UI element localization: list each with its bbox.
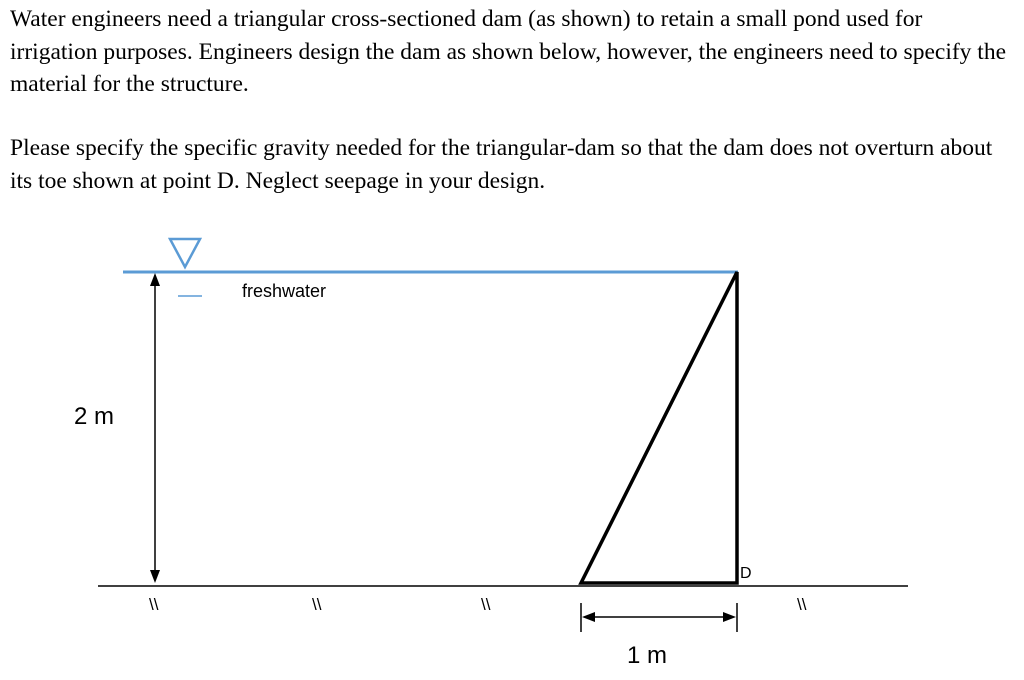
ground-hatch: \\	[481, 595, 491, 614]
base-arrow-right-icon	[723, 612, 736, 622]
height-label: 2 m	[74, 403, 115, 430]
ground-hatch: \\	[149, 595, 159, 614]
height-arrow-bottom-icon	[150, 570, 160, 583]
problem-paragraph-1: Water engineers need a triangular cross-sectioned dam (as shown) to retain a small pond used for irrigation purposes. Engineers design the dam as shown below, however, the engineers need to specify the material for the structure.	[10, 6, 1007, 97]
ground-hatch: \\	[797, 595, 807, 614]
toe-point-label: D	[740, 565, 752, 582]
problem-paragraph-2: Please specify the specific gravity needed for the triangular-dam so that the dam does not overturn about its toe shown at point D. Neglect seepage in your design.	[10, 135, 993, 194]
height-arrow-top-icon	[150, 273, 160, 286]
dam-cross-section	[581, 272, 737, 583]
base-arrow-left-icon	[582, 612, 595, 622]
fluid-label: freshwater	[242, 281, 327, 301]
base-label: 1 m	[627, 642, 668, 669]
water-surface-symbol-icon	[170, 239, 200, 267]
ground-hatch: \\	[312, 595, 322, 614]
